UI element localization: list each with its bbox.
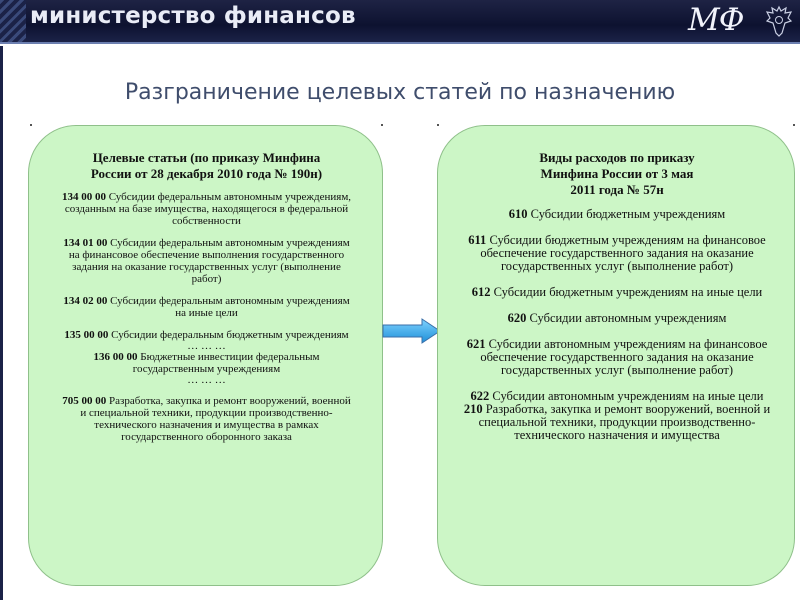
double-headed-eagle-icon — [764, 3, 794, 39]
item-code: 705 00 00 — [62, 395, 107, 407]
corner-dot — [381, 124, 383, 126]
item-code: 620 — [507, 311, 527, 325]
list-item — [59, 395, 354, 443]
item-text: Субсидии автономным учреждениям — [529, 311, 727, 325]
left-panel-title — [49, 150, 364, 182]
item-code: 134 02 00 — [63, 295, 108, 307]
item-text: Субсидии федеральным автономным учреждениям на финансовое обеспечение выполнения государственного задания на оказание государственных услуг (выполнение работ) — [68, 237, 350, 285]
list-item — [460, 234, 774, 273]
expense-types-panel — [437, 125, 795, 586]
item-text: Субсидии федеральным бюджетным учреждениям — [111, 329, 349, 341]
list-item — [460, 208, 774, 221]
item-text: Бюджетные инвестиции федеральным государственным учреждениям — [132, 351, 320, 375]
item-code: 612 — [471, 285, 491, 299]
right-panel-title — [468, 150, 766, 198]
item-code: 210 — [463, 402, 483, 416]
ministry-title: министерство финансов — [30, 3, 356, 29]
corner-dot — [793, 124, 795, 126]
list-item — [59, 351, 354, 375]
item-code: 611 — [468, 233, 487, 247]
ministry-logo — [688, 2, 764, 40]
item-code: 610 — [508, 207, 528, 221]
item-code: 136 00 00 — [93, 351, 138, 363]
left-accent-rule — [0, 46, 3, 600]
ellipsis: … … … — [187, 374, 226, 386]
item-text: Субсидии бюджетным учреждениям на иные цели — [493, 285, 763, 299]
logo-text: МФ — [688, 2, 744, 38]
left-panel-title-line: Целевые статьи (по приказу Минфина — [92, 150, 321, 165]
list-item — [460, 286, 774, 299]
corner-dot — [30, 124, 32, 126]
slide-title: Разграничение целевых статей по назначению — [124, 80, 676, 105]
item-code: 622 — [470, 389, 490, 403]
item-code: 621 — [466, 337, 486, 351]
right-panel-title-line: 2011 года № 57н — [570, 182, 664, 197]
item-code: 135 00 00 — [64, 329, 109, 341]
left-panel-title-line: России от 28 декабря 2010 года № 190н) — [90, 166, 323, 181]
list-item — [460, 312, 774, 325]
item-code: 134 00 00 — [61, 191, 106, 203]
right-panel-title-line: Минфина России от 3 мая — [540, 166, 694, 181]
list-item — [460, 403, 774, 442]
right-panel-title-line: Виды расходов по приказу — [539, 150, 695, 165]
ellipsis: … … … — [187, 340, 226, 352]
list-item — [59, 295, 354, 319]
item-text: Субсидии автономным учреждениям на иные цели — [492, 389, 764, 403]
expense-types-list — [460, 208, 774, 442]
item-text: Субсидии бюджетным учреждениям на финансовое обеспечение государственного задания на оказание государственных услуг (выполнение работ) — [480, 233, 766, 273]
item-text: Субсидии федеральным автономным учреждениям на иные цели — [110, 295, 350, 319]
header-stripes — [0, 0, 26, 42]
target-articles-panel — [28, 125, 383, 586]
target-articles-list — [59, 191, 354, 443]
list-item — [59, 237, 354, 285]
item-code: 134 01 00 — [63, 237, 108, 249]
corner-dot — [437, 124, 439, 126]
item-text: Субсидии бюджетным учреждениям — [530, 207, 726, 221]
item-text: Субсидии федеральным автономным учреждениям, созданным на базе имущества, находящегося в федеральной собственности — [64, 191, 352, 227]
list-item — [460, 338, 774, 377]
item-text: Разработка, закупка и ремонт вооружений, военной и специальной техники, продукции производственно-технического назначения и имущества — [478, 402, 771, 442]
item-text: Разработка, закупка и ремонт вооружений, военной и специальной техники, продукции производственно-технического назначения и имущества в рамках государственного оборонного заказа — [80, 395, 351, 443]
header-bar — [0, 0, 800, 44]
list-item — [59, 191, 354, 227]
right-arrow-icon — [382, 318, 442, 344]
item-text: Субсидии автономным учреждениям на финансовое обеспечение государственного задания на оказание государственных услуг (выполнение работ) — [480, 337, 768, 377]
